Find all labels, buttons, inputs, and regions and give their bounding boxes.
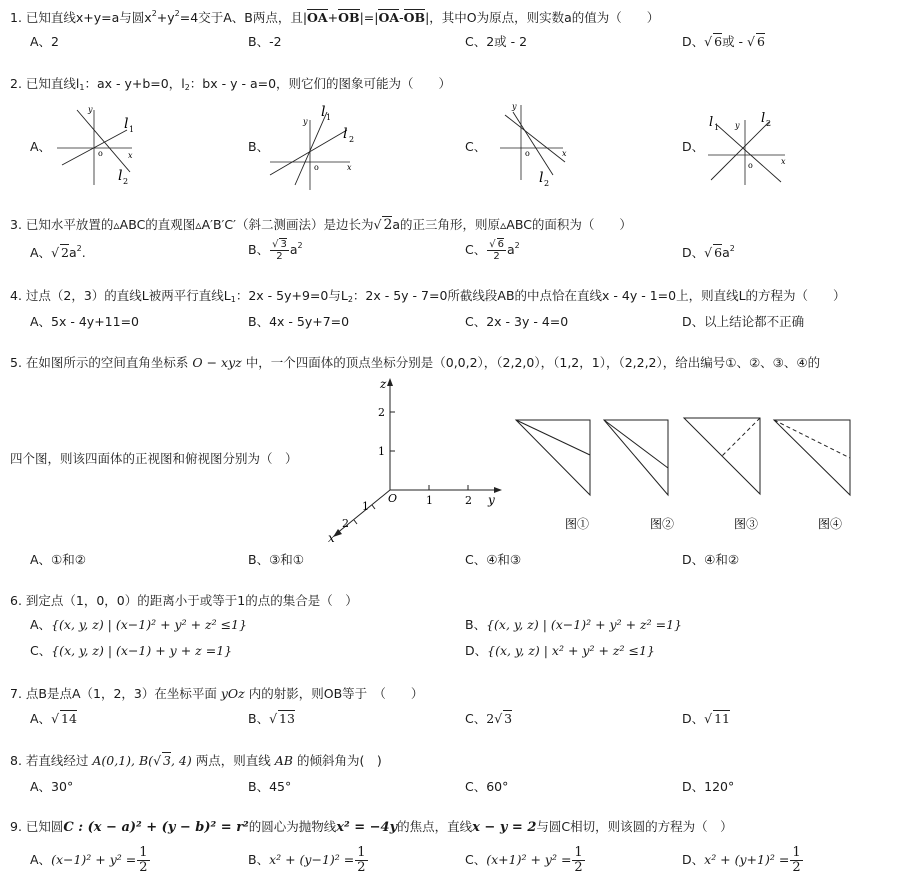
option-b[interactable]: B、-2 bbox=[248, 34, 282, 49]
vec-oa: OA bbox=[307, 10, 328, 25]
q4-options bbox=[0, 312, 903, 332]
svg-text:o: o bbox=[98, 149, 103, 158]
svg-text:l: l bbox=[124, 116, 129, 132]
option-d[interactable]: D、√ 11 bbox=[682, 711, 731, 726]
option-d[interactable]: D、④和② bbox=[682, 552, 740, 567]
q5-stem-continued: 四个图，则该四面体的正视图和俯视图分别为（ ） bbox=[10, 451, 298, 466]
svg-text:y: y bbox=[488, 493, 495, 507]
option-c[interactable]: C、2x - 3y - 4=0 bbox=[465, 314, 569, 329]
q4-stem: 4. 过点（2，3）的直线L被两平行直线$L_1$：2x - 5y+9=0与$L_2$：2x - 5y - 7=0所截线段AB的中点恰在直线x - 4y - 1=0上，则直线L的方程为（ ） bbox=[10, 288, 846, 304]
svg-text:2: 2 bbox=[378, 406, 385, 419]
q6-stem: 6. 到定点（1，0，0）的距离小于或等于1的点的集合是（ ） bbox=[10, 593, 358, 608]
q7-options bbox=[0, 709, 903, 729]
q5-view-figures bbox=[510, 410, 860, 535]
q2-graph-d bbox=[705, 100, 790, 190]
svg-text:l: l bbox=[118, 168, 123, 184]
svg-text:1: 1 bbox=[714, 123, 720, 132]
option-a[interactable]: A、2 bbox=[30, 34, 60, 49]
option-c[interactable]: C、④和③ bbox=[465, 552, 522, 567]
figure-2 bbox=[604, 420, 668, 495]
q2-stem: 2. 已知直线$l_1$：ax - y+b=0，$l_2$：bx - y - a=0，则它们的图象可能为（ ） bbox=[10, 76, 452, 92]
option-a[interactable]: A、√ $2a^2$. bbox=[30, 244, 86, 260]
svg-text:l: l bbox=[761, 111, 766, 126]
option-b[interactable]: B、√ 13 bbox=[248, 711, 295, 726]
svg-text:l: l bbox=[709, 115, 714, 130]
svg-text:o: o bbox=[748, 161, 753, 170]
svg-text:1: 1 bbox=[129, 125, 135, 134]
svg-text:y: y bbox=[735, 121, 740, 130]
svg-text:y: y bbox=[88, 105, 93, 114]
option-b[interactable]: B、45° bbox=[248, 779, 292, 794]
svg-text:2: 2 bbox=[766, 119, 772, 128]
q9-stem: 9. 已知圆C : (x − a)² + (y − b)² = r²的圆心为抛物线x² = −4y的焦点，直线x − y = 2与圆C相切，则该圆的方程为（ ） bbox=[10, 819, 733, 835]
option-c[interactable]: C、{(x, y, z) | (x−1) + y + z =1} bbox=[30, 643, 233, 658]
option-a[interactable]: A、(x−1)² + y² = $\frac{1}{2}$ bbox=[30, 845, 148, 875]
q3-options bbox=[0, 239, 903, 263]
svg-text:y: y bbox=[303, 117, 308, 126]
svg-text:z: z bbox=[380, 377, 387, 391]
option-c[interactable]: C、60° bbox=[465, 779, 509, 794]
q5-stem: 5. 在如图所示的空间直角坐标系 O − xyz 中，一个四面体的顶点坐标分别是（0,0,2），（2,2,0），（1,2，1），（2,2,2），给出编号①、②、③、④的 bbox=[10, 355, 821, 370]
q6-options-row2 bbox=[0, 641, 903, 661]
q7-stem: 7. 点B是点A（1，2，3）在坐标平面 yOz 内的射影，则OB等于 （ ） bbox=[10, 686, 424, 701]
svg-text:2: 2 bbox=[349, 135, 355, 144]
svg-text:图②: 图② bbox=[650, 517, 675, 531]
svg-text:l: l bbox=[539, 170, 544, 186]
figure-4 bbox=[774, 420, 850, 495]
q2-graph-b bbox=[265, 100, 365, 195]
q8-stem: 8. 若直线经过 A(0,1), B(√ 3, 4) 两点，则直线 AB 的倾斜角为( ) bbox=[10, 753, 382, 768]
q5-coordinate-system bbox=[320, 372, 510, 547]
q9-options bbox=[0, 845, 903, 875]
option-d[interactable]: D、 bbox=[682, 139, 705, 154]
svg-text:1: 1 bbox=[362, 500, 369, 513]
option-c[interactable]: C、 bbox=[465, 139, 487, 154]
svg-text:2: 2 bbox=[123, 177, 129, 186]
svg-text:o: o bbox=[525, 149, 530, 158]
svg-text:O: O bbox=[388, 492, 398, 505]
option-a[interactable]: A、①和② bbox=[30, 552, 86, 567]
option-c[interactable]: C、 $\frac{√ 6}{2}$ $a^2$ bbox=[465, 239, 520, 262]
svg-text:l: l bbox=[321, 104, 326, 120]
option-c[interactable]: C、(x+1)² + y² = $\frac{1}{2}$ bbox=[465, 845, 583, 875]
option-a[interactable]: A、 bbox=[30, 139, 52, 154]
figure-1 bbox=[516, 420, 590, 495]
svg-text:1: 1 bbox=[378, 445, 385, 458]
option-d[interactable]: D、x² + (y+1)² = $\frac{1}{2}$ bbox=[682, 845, 801, 875]
svg-text:2: 2 bbox=[465, 494, 472, 507]
option-d[interactable]: D、以上结论都不正确 bbox=[682, 314, 805, 329]
q2-graph-a bbox=[52, 100, 142, 190]
option-b[interactable]: B、4x - 5y+7=0 bbox=[248, 314, 350, 329]
option-d[interactable]: D、√ $6a^2$ bbox=[682, 244, 735, 260]
svg-text:x: x bbox=[781, 157, 786, 166]
option-b[interactable]: B、{(x, y, z) | (x−1)² + y² + z² =1} bbox=[465, 617, 682, 632]
option-d[interactable]: D、{(x, y, z) | x² + y² + z² ≤1} bbox=[465, 643, 655, 658]
svg-text:x: x bbox=[328, 531, 335, 545]
option-b[interactable]: B、 bbox=[248, 139, 270, 154]
option-a[interactable]: A、{(x, y, z) | (x−1)² + y² + z² ≤1} bbox=[30, 617, 247, 632]
svg-text:2: 2 bbox=[544, 179, 550, 188]
q8-options bbox=[0, 777, 903, 797]
q1-stem: 1. 已知直线x+y=a与圆$x^2+y^2=4$交于A、B两点，且|OA+OB|=|OA-OB|，其中O为原点，则实数a的值为（ ） bbox=[10, 9, 660, 25]
svg-text:图①: 图① bbox=[565, 517, 590, 531]
svg-text:2: 2 bbox=[342, 517, 349, 530]
q2-graph-c bbox=[495, 100, 575, 190]
svg-text:1: 1 bbox=[426, 494, 433, 507]
q3-stem: 3. 已知水平放置的▵ABC的直观图▵A′B′C′（斜二测画法）是边长为√ 2a的正三角形，则原▵ABC的面积为（ ） bbox=[10, 217, 632, 233]
option-b[interactable]: B、x² + (y−1)² = $\frac{1}{2}$ bbox=[248, 845, 366, 875]
option-a[interactable]: A、√ 14 bbox=[30, 711, 77, 726]
svg-text:x: x bbox=[128, 151, 133, 160]
svg-text:l: l bbox=[343, 126, 348, 142]
svg-text:x: x bbox=[347, 163, 352, 172]
option-a[interactable]: A、30° bbox=[30, 779, 74, 794]
figure-3 bbox=[684, 418, 760, 494]
q1-options bbox=[0, 32, 903, 52]
option-b[interactable]: B、③和① bbox=[248, 552, 304, 567]
option-d[interactable]: D、120° bbox=[682, 779, 735, 794]
q5-options bbox=[0, 550, 903, 570]
svg-text:x: x bbox=[562, 149, 567, 158]
option-c[interactable]: C、2√ 3 bbox=[465, 711, 513, 726]
option-b[interactable]: B、 $\frac{√ 3}{2}$ $a^2$ bbox=[248, 239, 303, 262]
svg-text:图③: 图③ bbox=[734, 517, 759, 531]
option-c[interactable]: C、2或 - 2 bbox=[465, 34, 528, 49]
option-a[interactable]: A、5x - 4y+11=0 bbox=[30, 314, 140, 329]
svg-text:y: y bbox=[512, 102, 517, 111]
svg-text:图④: 图④ bbox=[818, 517, 843, 531]
option-d[interactable]: D、√ 6或 - √ 6 bbox=[682, 34, 765, 49]
svg-text:o: o bbox=[314, 163, 319, 172]
q6-options-row1 bbox=[0, 615, 903, 635]
svg-text:1: 1 bbox=[326, 113, 332, 122]
